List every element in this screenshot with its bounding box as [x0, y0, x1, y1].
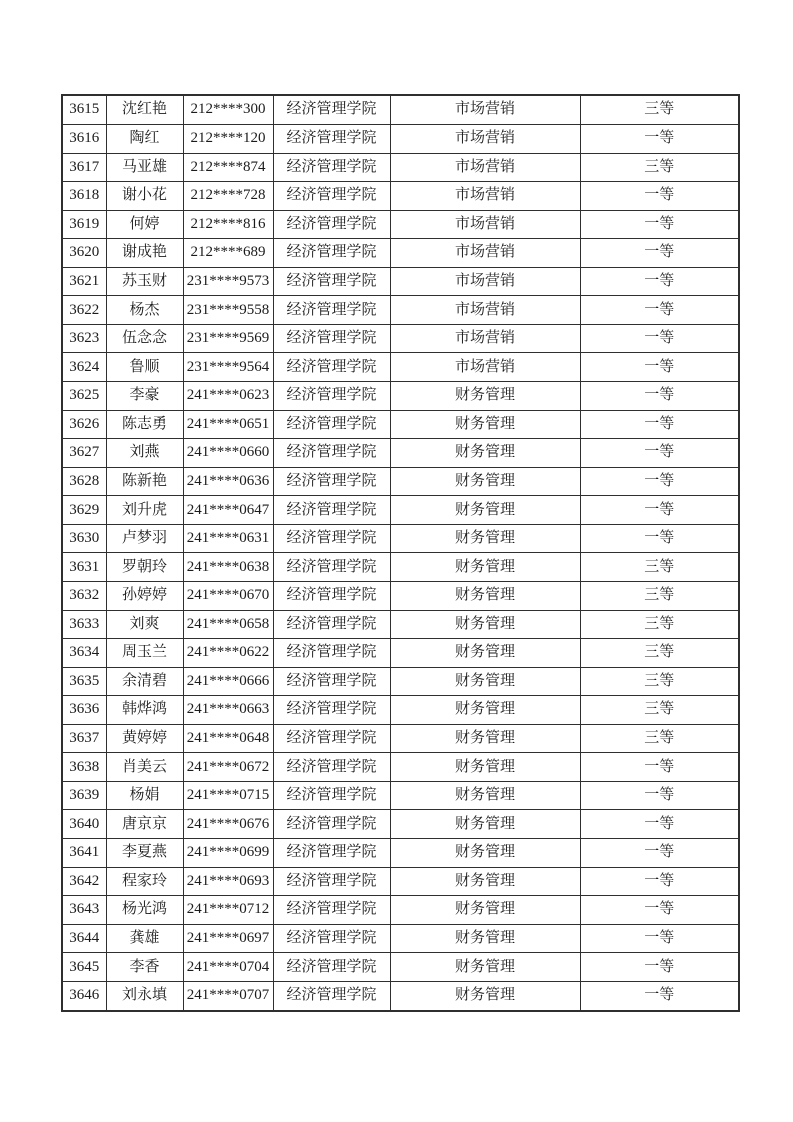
cell-major: 市场营销: [390, 239, 580, 268]
cell-award-level: 一等: [580, 496, 739, 525]
cell-student-name: 陶红: [106, 124, 183, 153]
cell-award-level: 三等: [580, 610, 739, 639]
cell-masked-number: 212****874: [183, 153, 273, 182]
cell-serial-number: 3628: [62, 467, 106, 496]
cell-college: 经济管理学院: [273, 696, 390, 725]
cell-serial-number: 3621: [62, 267, 106, 296]
cell-award-level: 一等: [580, 524, 739, 553]
cell-student-name: 何婷: [106, 210, 183, 239]
cell-masked-number: 212****120: [183, 124, 273, 153]
cell-award-level: 一等: [580, 439, 739, 468]
cell-major: 市场营销: [390, 324, 580, 353]
table-row: [62, 296, 739, 325]
cell-masked-number: 231****9564: [183, 353, 273, 382]
cell-college: 经济管理学院: [273, 353, 390, 382]
cell-serial-number: 3623: [62, 324, 106, 353]
cell-masked-number: 241****0707: [183, 981, 273, 1011]
table-row: [62, 153, 739, 182]
cell-college: 经济管理学院: [273, 382, 390, 411]
cell-serial-number: 3631: [62, 553, 106, 582]
table-row: [62, 981, 739, 1011]
cell-college: 经济管理学院: [273, 210, 390, 239]
cell-major: 财务管理: [390, 524, 580, 553]
cell-serial-number: 3617: [62, 153, 106, 182]
cell-serial-number: 3630: [62, 524, 106, 553]
cell-major: 市场营销: [390, 267, 580, 296]
cell-masked-number: 241****0670: [183, 581, 273, 610]
table-row: [62, 239, 739, 268]
cell-college: 经济管理学院: [273, 524, 390, 553]
cell-masked-number: 241****0672: [183, 753, 273, 782]
cell-student-name: 孙婷婷: [106, 581, 183, 610]
cell-college: 经济管理学院: [273, 610, 390, 639]
cell-serial-number: 3636: [62, 696, 106, 725]
table-row: [62, 667, 739, 696]
cell-masked-number: 231****9573: [183, 267, 273, 296]
cell-student-name: 肖美云: [106, 753, 183, 782]
cell-award-level: 一等: [580, 210, 739, 239]
cell-award-level: 三等: [580, 581, 739, 610]
cell-student-name: 刘永填: [106, 981, 183, 1011]
cell-masked-number: 241****0663: [183, 696, 273, 725]
cell-award-level: 一等: [580, 467, 739, 496]
cell-student-name: 杨杰: [106, 296, 183, 325]
cell-serial-number: 3635: [62, 667, 106, 696]
cell-serial-number: 3629: [62, 496, 106, 525]
table-row: [62, 696, 739, 725]
cell-award-level: 一等: [580, 924, 739, 953]
cell-serial-number: 3646: [62, 981, 106, 1011]
cell-major: 市场营销: [390, 210, 580, 239]
cell-masked-number: 231****9569: [183, 324, 273, 353]
cell-college: 经济管理学院: [273, 581, 390, 610]
cell-major: 财务管理: [390, 667, 580, 696]
cell-serial-number: 3639: [62, 781, 106, 810]
cell-major: 市场营销: [390, 95, 580, 124]
table-row: [62, 467, 739, 496]
table-row: [62, 439, 739, 468]
table-row: [62, 867, 739, 896]
cell-major: 市场营销: [390, 353, 580, 382]
cell-student-name: 谢小花: [106, 182, 183, 211]
cell-award-level: 一等: [580, 382, 739, 411]
table-row: [62, 924, 739, 953]
cell-college: 经济管理学院: [273, 95, 390, 124]
cell-serial-number: 3622: [62, 296, 106, 325]
cell-award-level: 一等: [580, 810, 739, 839]
table-row: [62, 724, 739, 753]
cell-serial-number: 3645: [62, 953, 106, 982]
cell-serial-number: 3615: [62, 95, 106, 124]
cell-college: 经济管理学院: [273, 724, 390, 753]
cell-student-name: 陈新艳: [106, 467, 183, 496]
cell-major: 财务管理: [390, 696, 580, 725]
cell-student-name: 苏玉财: [106, 267, 183, 296]
cell-major: 财务管理: [390, 924, 580, 953]
cell-award-level: 三等: [580, 639, 739, 668]
cell-student-name: 程家玲: [106, 867, 183, 896]
cell-masked-number: 241****0693: [183, 867, 273, 896]
cell-college: 经济管理学院: [273, 896, 390, 925]
cell-major: 市场营销: [390, 153, 580, 182]
cell-serial-number: 3634: [62, 639, 106, 668]
table-row: [62, 753, 739, 782]
cell-student-name: 谢成艳: [106, 239, 183, 268]
table-row: [62, 324, 739, 353]
cell-serial-number: 3616: [62, 124, 106, 153]
cell-major: 财务管理: [390, 496, 580, 525]
cell-student-name: 杨娟: [106, 781, 183, 810]
award-results-table: [61, 94, 740, 1012]
cell-student-name: 马亚雄: [106, 153, 183, 182]
cell-serial-number: 3637: [62, 724, 106, 753]
cell-college: 经济管理学院: [273, 467, 390, 496]
cell-college: 经济管理学院: [273, 667, 390, 696]
table-row: [62, 781, 739, 810]
cell-student-name: 鲁顺: [106, 353, 183, 382]
cell-student-name: 沈红艳: [106, 95, 183, 124]
cell-student-name: 龚雄: [106, 924, 183, 953]
table-row: [62, 210, 739, 239]
cell-serial-number: 3620: [62, 239, 106, 268]
cell-student-name: 李豪: [106, 382, 183, 411]
cell-serial-number: 3633: [62, 610, 106, 639]
cell-masked-number: 241****0715: [183, 781, 273, 810]
cell-award-level: 一等: [580, 781, 739, 810]
cell-masked-number: 241****0631: [183, 524, 273, 553]
cell-college: 经济管理学院: [273, 867, 390, 896]
cell-serial-number: 3641: [62, 839, 106, 868]
cell-award-level: 一等: [580, 296, 739, 325]
cell-major: 市场营销: [390, 296, 580, 325]
cell-student-name: 卢梦羽: [106, 524, 183, 553]
cell-college: 经济管理学院: [273, 439, 390, 468]
cell-award-level: 三等: [580, 153, 739, 182]
cell-serial-number: 3638: [62, 753, 106, 782]
cell-masked-number: 241****0658: [183, 610, 273, 639]
cell-serial-number: 3626: [62, 410, 106, 439]
cell-masked-number: 241****0622: [183, 639, 273, 668]
cell-masked-number: 212****816: [183, 210, 273, 239]
cell-award-level: 一等: [580, 182, 739, 211]
cell-student-name: 李香: [106, 953, 183, 982]
cell-college: 经济管理学院: [273, 781, 390, 810]
cell-student-name: 杨光鸿: [106, 896, 183, 925]
cell-college: 经济管理学院: [273, 239, 390, 268]
table-row: [62, 524, 739, 553]
cell-student-name: 韩烨鸿: [106, 696, 183, 725]
cell-masked-number: 241****0648: [183, 724, 273, 753]
cell-award-level: 三等: [580, 696, 739, 725]
table-row: [62, 639, 739, 668]
cell-serial-number: 3642: [62, 867, 106, 896]
cell-award-level: 一等: [580, 867, 739, 896]
cell-serial-number: 3640: [62, 810, 106, 839]
cell-major: 市场营销: [390, 182, 580, 211]
cell-student-name: 唐京京: [106, 810, 183, 839]
table-row: [62, 95, 739, 124]
cell-student-name: 陈志勇: [106, 410, 183, 439]
cell-student-name: 周玉兰: [106, 639, 183, 668]
cell-major: 财务管理: [390, 753, 580, 782]
cell-major: 财务管理: [390, 553, 580, 582]
cell-serial-number: 3627: [62, 439, 106, 468]
cell-masked-number: 241****0699: [183, 839, 273, 868]
cell-major: 财务管理: [390, 467, 580, 496]
cell-masked-number: 241****0712: [183, 896, 273, 925]
cell-serial-number: 3632: [62, 581, 106, 610]
cell-student-name: 刘升虎: [106, 496, 183, 525]
cell-major: 财务管理: [390, 724, 580, 753]
cell-award-level: 一等: [580, 410, 739, 439]
table-row: [62, 581, 739, 610]
cell-college: 经济管理学院: [273, 410, 390, 439]
cell-masked-number: 212****728: [183, 182, 273, 211]
cell-masked-number: 212****300: [183, 95, 273, 124]
table-row: [62, 496, 739, 525]
cell-award-level: 一等: [580, 753, 739, 782]
cell-major: 财务管理: [390, 839, 580, 868]
cell-college: 经济管理学院: [273, 182, 390, 211]
cell-award-level: 一等: [580, 267, 739, 296]
cell-award-level: 一等: [580, 353, 739, 382]
cell-masked-number: 241****0660: [183, 439, 273, 468]
cell-student-name: 余清碧: [106, 667, 183, 696]
cell-major: 财务管理: [390, 781, 580, 810]
cell-student-name: 伍念念: [106, 324, 183, 353]
cell-award-level: 一等: [580, 839, 739, 868]
cell-college: 经济管理学院: [273, 639, 390, 668]
cell-award-level: 一等: [580, 953, 739, 982]
cell-major: 财务管理: [390, 639, 580, 668]
cell-major: 财务管理: [390, 981, 580, 1011]
table-row: [62, 553, 739, 582]
cell-college: 经济管理学院: [273, 839, 390, 868]
cell-serial-number: 3619: [62, 210, 106, 239]
cell-masked-number: 241****0676: [183, 810, 273, 839]
cell-award-level: 一等: [580, 124, 739, 153]
cell-college: 经济管理学院: [273, 924, 390, 953]
cell-major: 财务管理: [390, 610, 580, 639]
cell-masked-number: 241****0647: [183, 496, 273, 525]
cell-college: 经济管理学院: [273, 153, 390, 182]
cell-serial-number: 3644: [62, 924, 106, 953]
table-row: [62, 410, 739, 439]
cell-masked-number: 241****0638: [183, 553, 273, 582]
cell-award-level: 三等: [580, 95, 739, 124]
cell-award-level: 一等: [580, 239, 739, 268]
cell-student-name: 李夏燕: [106, 839, 183, 868]
cell-award-level: 一等: [580, 896, 739, 925]
cell-award-level: 三等: [580, 724, 739, 753]
cell-masked-number: 212****689: [183, 239, 273, 268]
table-row: [62, 953, 739, 982]
cell-major: 财务管理: [390, 810, 580, 839]
cell-college: 经济管理学院: [273, 496, 390, 525]
table-row: [62, 267, 739, 296]
cell-masked-number: 241****0651: [183, 410, 273, 439]
table-row: [62, 839, 739, 868]
cell-award-level: 三等: [580, 553, 739, 582]
cell-major: 财务管理: [390, 439, 580, 468]
cell-major: 市场营销: [390, 124, 580, 153]
cell-award-level: 一等: [580, 324, 739, 353]
cell-college: 经济管理学院: [273, 296, 390, 325]
cell-college: 经济管理学院: [273, 267, 390, 296]
cell-student-name: 刘爽: [106, 610, 183, 639]
cell-masked-number: 241****0666: [183, 667, 273, 696]
cell-award-level: 三等: [580, 667, 739, 696]
table-row: [62, 896, 739, 925]
table-row: [62, 182, 739, 211]
table-row: [62, 810, 739, 839]
cell-college: 经济管理学院: [273, 953, 390, 982]
cell-serial-number: 3618: [62, 182, 106, 211]
cell-award-level: 一等: [580, 981, 739, 1011]
table-row: [62, 124, 739, 153]
cell-serial-number: 3624: [62, 353, 106, 382]
cell-college: 经济管理学院: [273, 810, 390, 839]
table-body: [62, 95, 739, 1011]
cell-major: 财务管理: [390, 581, 580, 610]
cell-college: 经济管理学院: [273, 981, 390, 1011]
table-row: [62, 610, 739, 639]
cell-serial-number: 3625: [62, 382, 106, 411]
table-row: [62, 353, 739, 382]
cell-college: 经济管理学院: [273, 753, 390, 782]
cell-masked-number: 231****9558: [183, 296, 273, 325]
cell-masked-number: 241****0704: [183, 953, 273, 982]
cell-major: 财务管理: [390, 953, 580, 982]
cell-student-name: 刘燕: [106, 439, 183, 468]
cell-major: 财务管理: [390, 896, 580, 925]
cell-major: 财务管理: [390, 382, 580, 411]
cell-masked-number: 241****0623: [183, 382, 273, 411]
table-row: [62, 382, 739, 411]
cell-college: 经济管理学院: [273, 553, 390, 582]
cell-major: 财务管理: [390, 867, 580, 896]
cell-serial-number: 3643: [62, 896, 106, 925]
cell-masked-number: 241****0636: [183, 467, 273, 496]
cell-college: 经济管理学院: [273, 124, 390, 153]
cell-student-name: 黄婷婷: [106, 724, 183, 753]
cell-major: 财务管理: [390, 410, 580, 439]
cell-college: 经济管理学院: [273, 324, 390, 353]
cell-student-name: 罗朝玲: [106, 553, 183, 582]
cell-masked-number: 241****0697: [183, 924, 273, 953]
